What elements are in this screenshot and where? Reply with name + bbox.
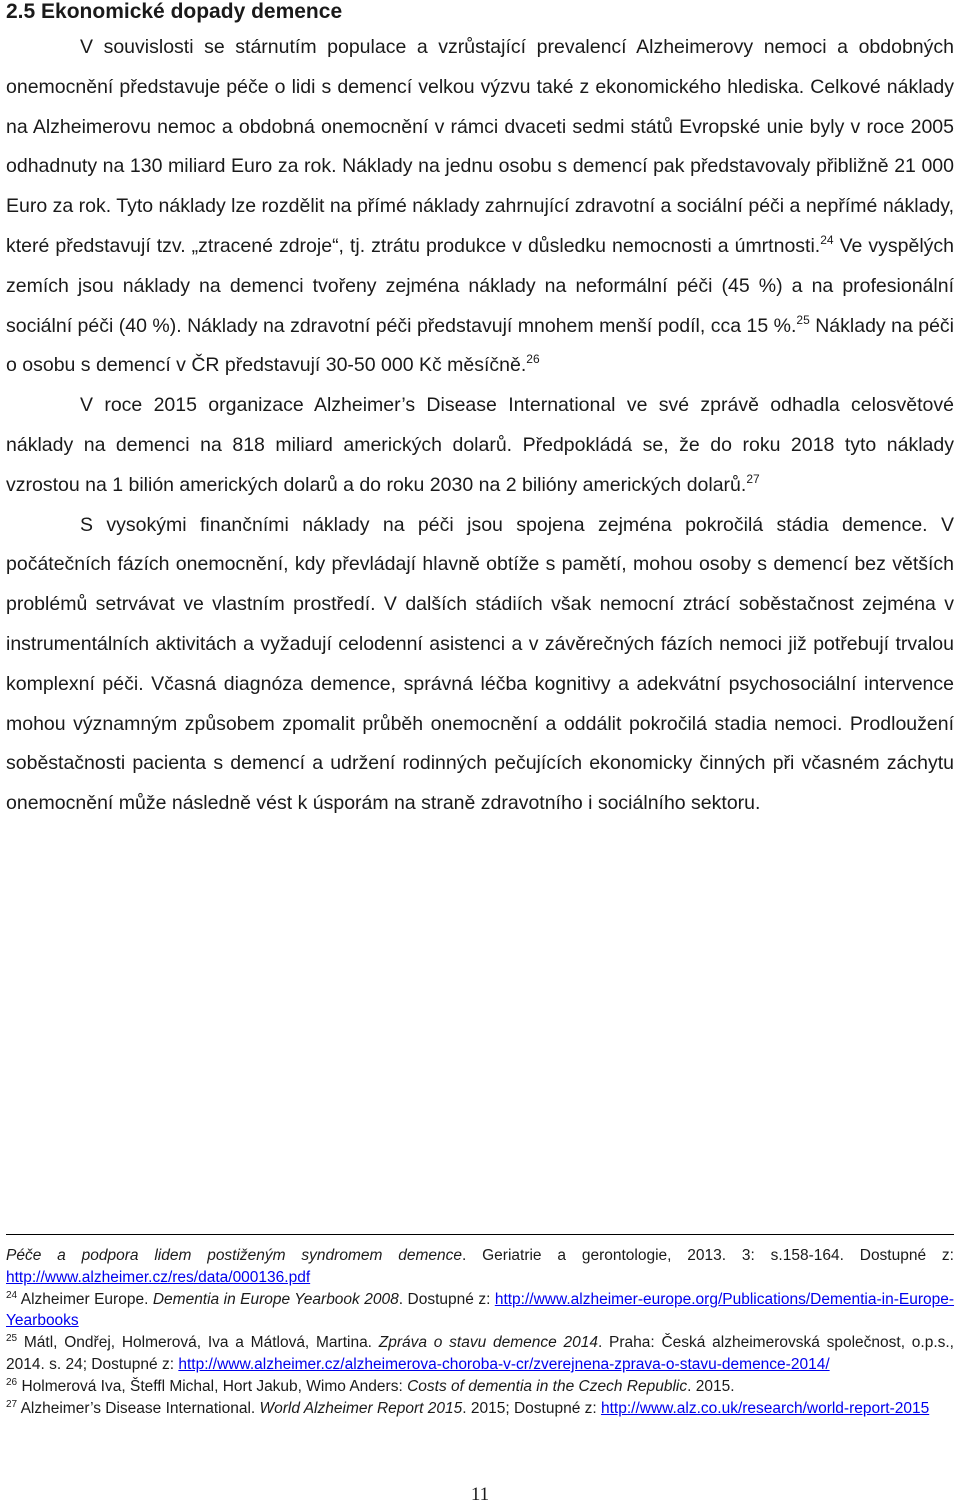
paragraph-2-text: V roce 2015 organizace Alzheimer’s Disease International ve své zprávě odhadla celosvětové náklady na demenci na 818 miliard amerických dolarů. Předpokládá se, že do roku 2018 tyto náklady vzrostou na 1 bilión amerických dolarů a do roku 2030 na 2 bilióny amerických dolarů. bbox=[6, 394, 954, 496]
footnote-text: . 2015; Dostupné z: bbox=[462, 1399, 601, 1417]
page-number: 11 bbox=[470, 1484, 490, 1505]
footnote-separator bbox=[6, 1234, 954, 1235]
footnote-text: . Dostupné z: bbox=[398, 1290, 495, 1308]
footnote-text: . Praha: Česká alzheimerovská společnost, o.p.s., 2014. s. 24; Dostupné z: bbox=[6, 1334, 954, 1373]
paragraph-1-text-b: Ve vyspělých zemích jsou náklady na demenci tvořeny zejména náklady na neformální péči (45 %) a na profesionální sociální péči (40 %). Náklady na zdravotní péči představují mnohem menší podíl, cca 15 %. bbox=[6, 234, 954, 337]
footnote-25 bbox=[6, 1332, 954, 1376]
footnote-title: Zpráva o stavu demence 2014 bbox=[378, 1334, 598, 1352]
footnote-link[interactable]: http://www.alzheimer-europe.org/Publications/Dementia-in-Europe-Yearbooks bbox=[6, 1290, 955, 1330]
footnote-lead: Holmerová Iva, Šteffl Michal, Hort Jakub, Wimo Anders: bbox=[21, 1377, 408, 1395]
footnote-ref-25[interactable]: 25 bbox=[796, 312, 810, 327]
paragraph-1-text-a: V souvislosti se stárnutím populace a vzrůstající prevalencí Alzheimerovy nemoci a obdobných onemocnění představuje péče o lidi s demencí velkou výzvu také z ekonomického hlediska. Celkové náklady na Alzheimerovu nemoc a obdobná onemocnění v rámci dvaceti sedmi států Evropské unie byly v roce 2005 odhadnuty na 130 miliard Euro za rok. Náklady na jednu osobu s demencí pak představovaly přibližně 21 000 Euro za rok. Tyto náklady lze rozdělit na přímé náklady zahrnující zdravotní a sociální péči a nepřímé náklady, které představují tzv. „ztracené zdroje“, tj. ztrátu produkce v důsledku nemocnosti a úmrtnosti. bbox=[6, 36, 954, 257]
footnote-26 bbox=[6, 1376, 954, 1398]
paragraph-3: S vysokými finančními náklady na péči jsou spojena zejména pokročilá stádia demence. V počátečních fázích onemocnění, kdy převládají hlavně obtíže s pamětí, mohou osoby s demencí bez větších problémů setrvávat ve vlastním prostředí. V dalších stádiích však nemocní ztrácí soběstačnost zejména v instrumentálních aktivitách a vyžadují celodenní asistenci a v závěrečných fázích nemoci již potřebují trvalou komplexní péči. Včasná diagnóza demence, správná léčba kognitivy a adekvátní psychosociální intervence mohou významným způsobem zpomalit průběh onemocnění a oddálit pokročilá stadia nemoci. Prodloužení soběstačnosti pacienta s demencí a udržení rodinných pečujících ekonomicky činných při včasném záchytu onemocnění může následně vést k úsporám na straně zdravotního i sociálního sektoru. bbox=[6, 513, 954, 815]
footnote-lead: Alzheimer Europe. bbox=[20, 1290, 153, 1308]
footnote-link[interactable]: http://www.alzheimer.cz/res/data/000136.pdf bbox=[6, 1268, 311, 1286]
footnote-continued bbox=[6, 1245, 954, 1289]
footnote-number: 25 bbox=[6, 1333, 18, 1345]
footnote-title: Péče a podpora lidem postiženým syndromem demence bbox=[6, 1247, 462, 1264]
footnote-ref-26[interactable]: 26 bbox=[526, 352, 540, 367]
footnote-text: . Geriatrie a gerontologie, 2013. 3: s.158-164. Dostupné z: bbox=[461, 1247, 954, 1264]
footnote-lead: Alzheimer’s Disease International. bbox=[20, 1399, 260, 1417]
footnote-lead: Mátl, Ondřej, Holmerová, Iva a Mátlová, Martina. bbox=[23, 1334, 379, 1352]
footnote-text: . 2015. bbox=[687, 1377, 735, 1395]
footnote-number: 24 bbox=[6, 1289, 18, 1301]
footnote-link[interactable]: http://www.alzheimer.cz/alzheimerova-choroba-v-cr/zverejnena-zprava-o-stavu-demence-2014/ bbox=[178, 1355, 830, 1373]
paragraph-1-text-c: Náklady na péči o osobu s demencí v ČR představují 30-50 000 Kč měsíčně. bbox=[6, 314, 955, 377]
body-text bbox=[6, 28, 954, 824]
footnote-title: Costs of dementia in the Czech Republic bbox=[407, 1377, 688, 1395]
footnote-number: 26 bbox=[6, 1376, 18, 1388]
footnote-title: World Alzheimer Report 2015 bbox=[259, 1399, 463, 1417]
footnote-number: 27 bbox=[6, 1398, 18, 1410]
footnotes bbox=[6, 1234, 954, 1419]
section-heading: 2.5 Ekonomické dopady demence bbox=[6, 0, 343, 23]
footnote-27 bbox=[6, 1398, 954, 1420]
footnote-ref-27[interactable]: 27 bbox=[746, 471, 760, 486]
paragraph-1 bbox=[6, 28, 954, 386]
footnote-24 bbox=[6, 1289, 954, 1333]
footnote-link[interactable]: http://www.alz.co.uk/research/world-report-2015 bbox=[600, 1399, 930, 1417]
paragraph-2 bbox=[6, 386, 954, 505]
footnote-ref-24[interactable]: 24 bbox=[820, 232, 834, 247]
footnote-title: Dementia in Europe Yearbook 2008 bbox=[152, 1290, 399, 1308]
